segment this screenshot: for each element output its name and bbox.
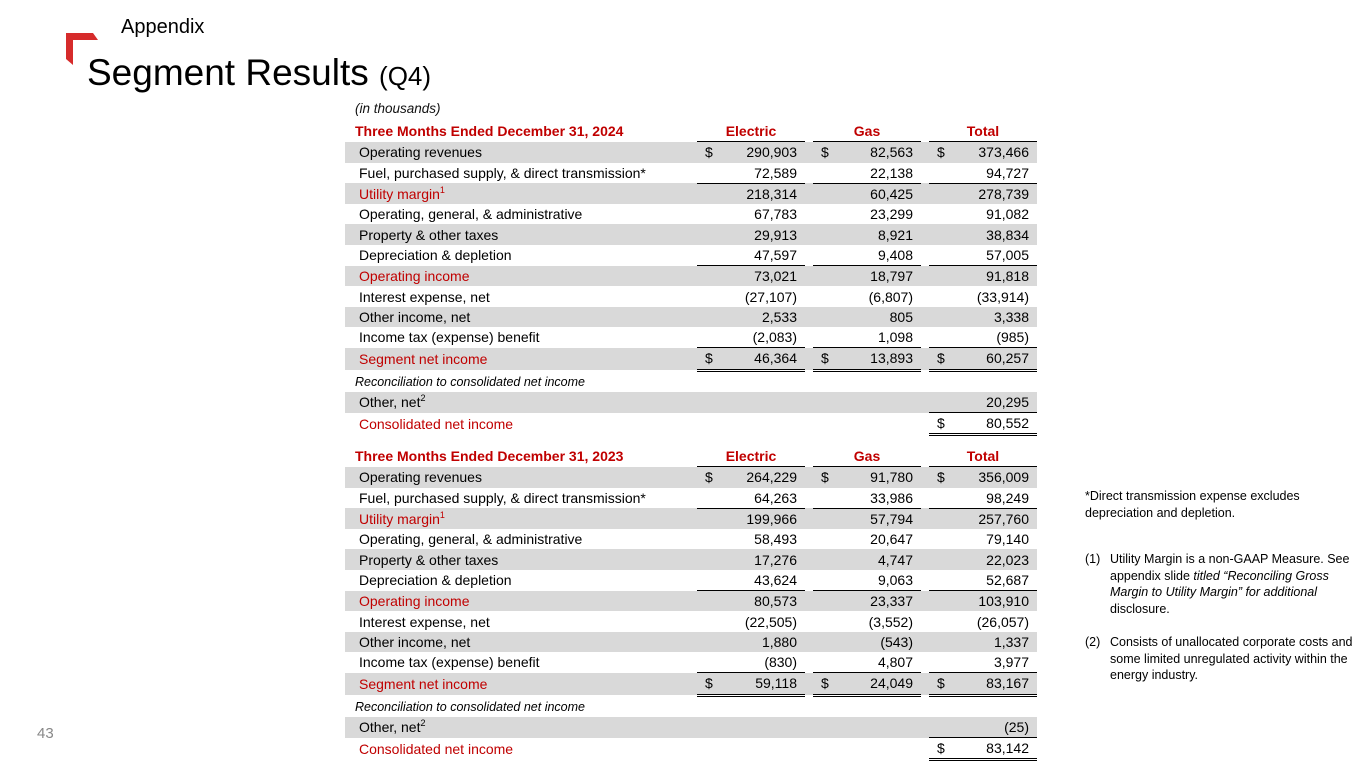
row-label: Operating income [345, 591, 697, 612]
total-value: (25) [957, 717, 1037, 738]
table-row [345, 549, 1037, 569]
gas-value: 22,138 [841, 163, 921, 184]
electric-value: (2,083) [725, 327, 805, 348]
currency-symbol: $ [697, 348, 725, 370]
table-row [345, 348, 1037, 370]
currency-symbol: $ [929, 348, 957, 370]
table-row [345, 392, 1037, 413]
footnote-text: Consists of unallocated corporate costs and some limited unregulated activity within the energy industry. [1110, 635, 1353, 682]
reconciliation-label: Reconciliation to consolidated net income [355, 374, 585, 389]
electric-value: 59,118 [725, 673, 805, 695]
row-label: Utility margin$^1$ [345, 508, 697, 529]
electric-value: 72,589 [725, 163, 805, 184]
row-label: Consolidated net income [359, 415, 514, 432]
currency-symbol: $ [813, 348, 841, 370]
total-value: 79,140 [986, 531, 1029, 548]
segment-table-2023 [345, 446, 1029, 761]
gas-value: 18,797 [841, 266, 921, 287]
table-row [345, 286, 1037, 306]
electric-value: (27,107) [744, 288, 797, 305]
total-value: (26,057) [976, 613, 1029, 630]
table-row [345, 652, 1037, 673]
table-row [345, 529, 1037, 549]
row-label: Other income, net [345, 307, 697, 327]
gas-value: 60,425 [841, 183, 921, 204]
row-label: Property & other taxes [345, 224, 697, 244]
currency-symbol: $ [929, 673, 957, 695]
table-row [345, 488, 1037, 509]
row-label: Other income, net [345, 632, 697, 652]
currency-symbol: $ [813, 467, 841, 488]
total-value: 91,082 [986, 206, 1029, 223]
currency-symbol: $ [813, 142, 841, 163]
total-value: 91,818 [957, 266, 1037, 287]
row-label: Fuel, purchased supply, & direct transmission* [359, 164, 646, 181]
row-label: Depreciation & depletion [359, 247, 512, 264]
table-row [345, 717, 1037, 738]
page-title-suffix: (Q4) [379, 61, 432, 91]
footnote-ref: 2 [420, 718, 426, 729]
row-label: Segment net income [345, 348, 697, 370]
total-value: 83,142 [957, 738, 1037, 760]
gas-value: 82,563 [841, 142, 921, 163]
footnote-number: (2) [1085, 635, 1101, 649]
total-value: 38,834 [957, 224, 1037, 244]
total-value: 80,552 [957, 413, 1037, 435]
gas-value: 24,049 [841, 673, 921, 695]
table-row [345, 183, 1037, 204]
currency-symbol: $ [929, 142, 957, 163]
table-row [345, 632, 1037, 652]
total-value: 20,295 [957, 392, 1037, 413]
table-row [345, 224, 1037, 244]
table-row [345, 163, 1037, 184]
total-value: (33,914) [976, 288, 1029, 305]
row-label: Operating revenues [345, 467, 697, 488]
page-title [87, 52, 431, 94]
table-row [345, 673, 1037, 695]
col-electric: Electric [697, 446, 805, 467]
footnote-text: Utility Margin is a non-GAAP Measure. See appendix slide titled “Reconciling Gross Margin to Utility Margin” for additional disclosure. [1110, 552, 1350, 616]
reconciliation-row [345, 695, 1037, 717]
footnote-ref: 2 [420, 393, 426, 404]
col-total: Total [929, 121, 1037, 142]
total-value: 278,739 [957, 183, 1037, 204]
currency-symbol: $ [929, 467, 957, 488]
electric-value: (22,505) [744, 613, 797, 630]
table-row [345, 467, 1037, 488]
total-value: 98,249 [957, 488, 1037, 509]
electric-value: 80,573 [725, 591, 805, 612]
electric-value: 64,263 [725, 488, 805, 509]
total-value: 356,009 [957, 467, 1037, 488]
table-row [345, 611, 1037, 631]
page-number: 43 [37, 725, 54, 742]
period-heading: Three Months Ended December 31, 2023 [355, 448, 624, 465]
reconciliation-label: Reconciliation to consolidated net income [355, 699, 585, 714]
col-gas: Gas [813, 446, 921, 467]
gas-value: 9,063 [841, 570, 921, 591]
gas-value: 1,098 [841, 327, 921, 348]
page-title-main: Segment Results [87, 52, 369, 93]
asterisk-note: *Direct transmission expense excludes depreciation and depletion. [1085, 489, 1300, 520]
electric-value: 46,364 [725, 348, 805, 370]
row-label: Operating, general, & administrative [359, 531, 583, 548]
electric-value: 290,903 [725, 142, 805, 163]
total-value: 94,727 [957, 163, 1037, 184]
period-heading: Three Months Ended December 31, 2024 [355, 123, 624, 140]
electric-value: 43,624 [725, 570, 805, 591]
gas-value: (6,807) [868, 288, 913, 305]
electric-value: 199,966 [725, 508, 805, 529]
total-value: (985) [957, 327, 1037, 348]
total-value: 3,338 [957, 307, 1037, 327]
gas-value: 13,893 [841, 348, 921, 370]
col-electric: Electric [697, 121, 805, 142]
table-row [345, 142, 1037, 163]
row-label: Utility margin$^1$ [345, 183, 697, 204]
total-value: 57,005 [957, 245, 1037, 266]
total-value: 373,466 [957, 142, 1037, 163]
footnote-number: (1) [1085, 552, 1101, 566]
electric-value: 47,597 [725, 245, 805, 266]
table-row [345, 508, 1037, 529]
gas-value: 57,794 [841, 508, 921, 529]
electric-value: 73,021 [725, 266, 805, 287]
currency-symbol: $ [697, 142, 725, 163]
total-value: 22,023 [957, 549, 1037, 569]
footnote-ref: 1 [439, 509, 445, 520]
currency-symbol: $ [697, 673, 725, 695]
gas-value: 8,921 [841, 224, 921, 244]
currency-symbol: $ [929, 738, 957, 760]
gas-value: 9,408 [841, 245, 921, 266]
gas-value: 4,747 [841, 549, 921, 569]
electric-value: 67,783 [754, 206, 797, 223]
row-label: Interest expense, net [359, 288, 490, 305]
table-row [345, 266, 1037, 287]
table-row [345, 591, 1037, 612]
segment-table-2024 [345, 121, 1029, 436]
footnotes [1085, 488, 1355, 684]
electric-value: 2,533 [725, 307, 805, 327]
footnote-2 [1085, 634, 1355, 684]
row-label: Operating income [345, 266, 697, 287]
currency-symbol: $ [929, 413, 957, 435]
currency-symbol: $ [813, 673, 841, 695]
row-label: Other, net$^2$ [345, 392, 697, 413]
electric-value: (830) [725, 652, 805, 673]
total-value: 3,977 [957, 652, 1037, 673]
table-row [345, 738, 1037, 760]
gas-value: (543) [841, 632, 921, 652]
table-header-row [345, 121, 1037, 142]
row-label: Consolidated net income [359, 740, 514, 757]
table-row [345, 245, 1037, 266]
total-value: 52,687 [957, 570, 1037, 591]
row-label: Operating revenues [345, 142, 697, 163]
electric-value: 1,880 [725, 632, 805, 652]
table-row [345, 413, 1037, 435]
gas-value: 4,807 [841, 652, 921, 673]
total-value: 1,337 [957, 632, 1037, 652]
gas-value: 805 [841, 307, 921, 327]
col-total: Total [929, 446, 1037, 467]
total-value: 83,167 [957, 673, 1037, 695]
currency-symbol: $ [697, 467, 725, 488]
table-header-row [345, 446, 1037, 467]
row-label: Property & other taxes [345, 549, 697, 569]
reconciliation-row [345, 370, 1037, 392]
row-label: Interest expense, net [359, 613, 490, 630]
units-note: (in thousands) [355, 101, 441, 116]
col-gas: Gas [813, 121, 921, 142]
table-row [345, 327, 1037, 348]
row-label: Income tax (expense) benefit [359, 654, 540, 671]
table-row [345, 307, 1037, 327]
gas-value: 91,780 [841, 467, 921, 488]
gas-value: 33,986 [841, 488, 921, 509]
row-label: Segment net income [345, 673, 697, 695]
section-label: Appendix [121, 16, 205, 38]
electric-value: 17,276 [725, 549, 805, 569]
gas-value: (3,552) [868, 613, 913, 630]
footnote-1 [1085, 551, 1355, 617]
row-label: Depreciation & depletion [359, 572, 512, 589]
total-value: 103,910 [957, 591, 1037, 612]
total-value: 257,760 [957, 508, 1037, 529]
gas-value: 23,299 [870, 206, 913, 223]
row-label: Fuel, purchased supply, & direct transmission* [359, 489, 646, 506]
electric-value: 264,229 [725, 467, 805, 488]
row-label: Other, net$^2$ [345, 717, 697, 738]
table-row [345, 204, 1037, 224]
total-value: 60,257 [957, 348, 1037, 370]
electric-value: 29,913 [725, 224, 805, 244]
gas-value: 20,647 [870, 531, 913, 548]
row-label: Income tax (expense) benefit [359, 329, 540, 346]
electric-value: 58,493 [754, 531, 797, 548]
row-label: Operating, general, & administrative [359, 206, 583, 223]
electric-value: 218,314 [725, 183, 805, 204]
table-row [345, 570, 1037, 591]
footnote-ref: 1 [439, 184, 445, 195]
gas-value: 23,337 [841, 591, 921, 612]
